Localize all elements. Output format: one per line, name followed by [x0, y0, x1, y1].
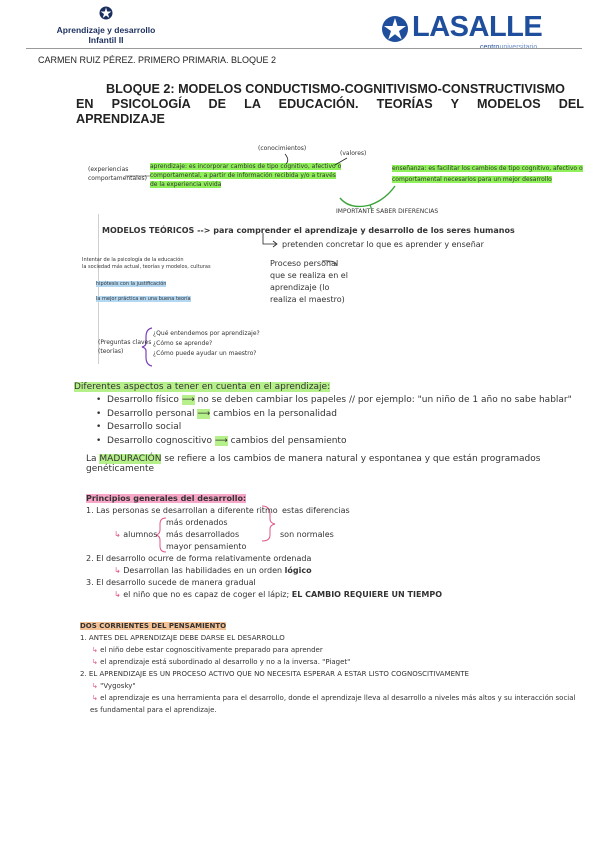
aspecto-2-label: Desarrollo personal	[107, 408, 195, 419]
label-comportamentales: comportamentales)	[88, 175, 147, 182]
modelos-note2	[96, 281, 166, 287]
title-line1-text: BLOQUE 2: MODELOS CONDUCTISMO-COGNITIVISMO-CONSTRUCTIVISMO	[106, 82, 565, 96]
aspecto-1-desc: no se deben cambiar los papeles // por ejemplo: "un niño de 1 año no sabe hablar"	[197, 395, 572, 405]
corriente-2-a	[92, 682, 136, 690]
logo-left-line2: Infantil II	[88, 35, 124, 45]
modelos-note1	[82, 257, 211, 271]
aspectos-heading-text: Diferentes aspectos a tener en cuenta en el aprendizaje:	[74, 382, 331, 392]
arrow-icon: ⟶	[181, 395, 195, 405]
corriente-2-a-text: "Vygosky"	[100, 682, 136, 690]
modelos-line1-text: MODELOS TEÓRICOS --> para comprender el aprendizaje y desarrollo de los seres humanos	[102, 226, 515, 235]
pregunta-1: ¿Qué entendemos por aprendizaje?	[153, 330, 260, 337]
aspecto-4-label: Desarrollo cognoscitivo	[107, 435, 212, 446]
aspecto-item-1: • Desarrollo físico ⟶ no se deben cambiar los papeles // por ejemplo: "un niño de 1 año no sabe hablar"	[96, 395, 572, 405]
pink-arrow-icon: ↳	[114, 566, 121, 575]
label-importante: IMPORTANTE SABER DIFERENCIAS	[336, 208, 439, 215]
pregunta-2: ¿Cómo se aprende?	[153, 340, 213, 347]
aprendizaje-def-line1: aprendizaje: es incorporar cambios de tipo cognitivo, afectivo o	[150, 163, 342, 170]
principio-alumnos-row	[114, 530, 157, 539]
corriente-2-b	[92, 694, 576, 702]
aspecto-item-4: • Desarrollo cognoscitivo ⟶ cambios del pensamiento	[96, 435, 347, 446]
proceso-line3: aprendizaje (lo	[270, 283, 330, 292]
label-experiencias: (experiencias	[88, 166, 129, 173]
pink-arrow-icon: ↳	[114, 530, 121, 539]
maduracion-c: se refiere a los cambios de manera natural y espontanea y que están programados genéticamente	[86, 454, 541, 474]
modelos-line1	[102, 226, 515, 235]
aspectos-heading	[74, 382, 330, 392]
modelos-note2-text: hipótesis con la justificación	[96, 281, 167, 287]
principio-2-sub-a: Desarrollan las habilidades en un orden	[123, 566, 285, 575]
ensenanza-def-line2: comportamental necesarios para un mejor desarrollo	[392, 176, 552, 183]
maduracion-b: MADURACIÓN	[99, 454, 162, 464]
arrow-icon: ⟶	[214, 435, 228, 446]
corriente-1-a-text: el niño debe estar cognoscitivamente preparado para aprender	[100, 646, 323, 654]
logo-left-line1: Aprendizaje y desarrollo	[56, 25, 156, 35]
principio-3: 3. El desarrollo sucede de manera gradual	[86, 578, 256, 587]
title-line3: APRENDIZAJE	[76, 112, 165, 126]
aprendizaje-def-line2: comportamental, a partir de información recibida y/o a través	[150, 172, 336, 179]
title-line2: EN PSICOLOGÍA DE LA EDUCACIÓN. TEORÍAS Y MODELOS DEL	[76, 97, 584, 111]
arrow-icon: ⟶	[197, 408, 211, 419]
modelos-note1a: Intentar de la psicología de la educación	[82, 257, 184, 263]
proceso-line4: realiza el maestro)	[270, 295, 345, 304]
label-conocimientos: (conocimientos)	[258, 145, 307, 152]
modelos-line2: pretenden concretar lo que es aprender y enseñar	[282, 240, 484, 249]
lasalle-wordmark: LASALLE	[412, 11, 543, 43]
principio-3-sub-a: el niño que no es capaz de coger el lápiz;	[123, 590, 292, 599]
aspecto-4-desc: cambios del pensamiento	[230, 435, 347, 446]
modelos-note1b: la sociedad más actual, teorías y modelos, culturas	[82, 264, 211, 270]
pregunta-3: ¿Cómo puede ayudar un maestro?	[153, 350, 257, 357]
principios-heading	[86, 494, 246, 503]
label-valores: (valores)	[340, 150, 367, 157]
pink-arrow-icon: ↳	[92, 646, 98, 654]
aspecto-item-2: • Desarrollo personal ⟶ cambios en la personalidad	[96, 408, 337, 419]
principio-mas-ordenados: más ordenados	[166, 518, 228, 527]
corriente-1: 1. ANTES DEL APRENDIZAJE DEBE DARSE EL DESARROLLO	[80, 634, 285, 642]
preguntas-line2: (teorías)	[98, 348, 124, 355]
principio-2-sub-b: lógico	[284, 566, 312, 575]
modelos-note3-text: la mejor práctica en una buena teoría	[96, 296, 191, 302]
principio-1-estas: estas diferencias	[282, 506, 350, 515]
pink-arrow-icon: ↳	[114, 590, 121, 599]
principio-son-normales: son normales	[280, 530, 334, 539]
ensenanza-def-line1: enseñanza: es facilitar los cambios de tipo cognitivo, afectivo o	[392, 165, 583, 172]
modelos-note3	[96, 296, 191, 302]
maduracion-line	[86, 454, 600, 474]
principio-mas-desarrollados: más desarrollados	[166, 530, 240, 539]
principios-heading-text: Principios generales del desarrollo:	[86, 494, 247, 503]
pink-arrow-icon: ↳	[92, 682, 98, 690]
principio-3-sub-b: EL CAMBIO REQUIERE UN TIEMPO	[291, 590, 443, 599]
aspecto-1-label: Desarrollo físico	[107, 395, 179, 405]
corriente-2-b-text: el aprendizaje es una herramienta para el desarrollo, donde el aprendizaje lleva al desarrollo a niveles más altos y su interacción social	[100, 694, 576, 702]
maduracion-a: La	[86, 454, 100, 464]
corrientes-heading-text: DOS CORRIENTES DEL PENSAMIENTO	[80, 622, 227, 630]
corriente-2: 2. EL APRENDIZAJE ES UN PROCESO ACTIVO QUE NO NECESITA ESPERAR A ESTAR LISTO COGNOSCITIVAMENTE	[80, 670, 469, 678]
principio-alumnos: alumnos	[123, 530, 158, 539]
pink-arrow-icon: ↳	[92, 694, 98, 702]
proceso-line1: Proceso personal	[270, 259, 339, 268]
preguntas-list	[153, 329, 260, 359]
aspecto-item-3: • Desarrollo social	[96, 422, 182, 432]
corriente-1-b-text: el aprendizaje está subordinado al desarrollo y no a la inversa. "Piaget"	[100, 658, 351, 666]
aspecto-2-desc: cambios en la personalidad	[213, 408, 337, 419]
principio-2: 2. El desarrollo ocurre de forma relativamente ordenada	[86, 554, 312, 563]
corriente-2-c: es fundamental para el aprendizaje.	[90, 706, 217, 714]
preguntas-line1: (Preguntas claves	[98, 339, 152, 346]
principio-2-sub	[114, 566, 312, 575]
corriente-1-a	[92, 646, 323, 654]
aspectos-list	[96, 394, 572, 448]
principio-3-sub	[114, 590, 442, 599]
principio-1: 1. Las personas se desarrollan a diferente ritmo	[86, 506, 278, 515]
pink-arrow-icon: ↳	[92, 658, 98, 666]
proceso-personal-note	[270, 258, 348, 306]
corriente-1-b	[92, 658, 350, 666]
proceso-line2: que se realiza en el	[270, 271, 348, 280]
aspecto-3-label: Desarrollo social	[107, 422, 182, 432]
aprendizaje-def-line3: de la experiencia vivida	[150, 181, 222, 188]
preguntas-claves	[98, 338, 151, 356]
principio-mayor-pensamiento: mayor pensamiento	[166, 542, 247, 551]
author-line: CARMEN RUIZ PÉREZ. PRIMERO PRIMARIA. BLOQUE 2	[38, 55, 277, 65]
corrientes-heading	[80, 622, 226, 630]
